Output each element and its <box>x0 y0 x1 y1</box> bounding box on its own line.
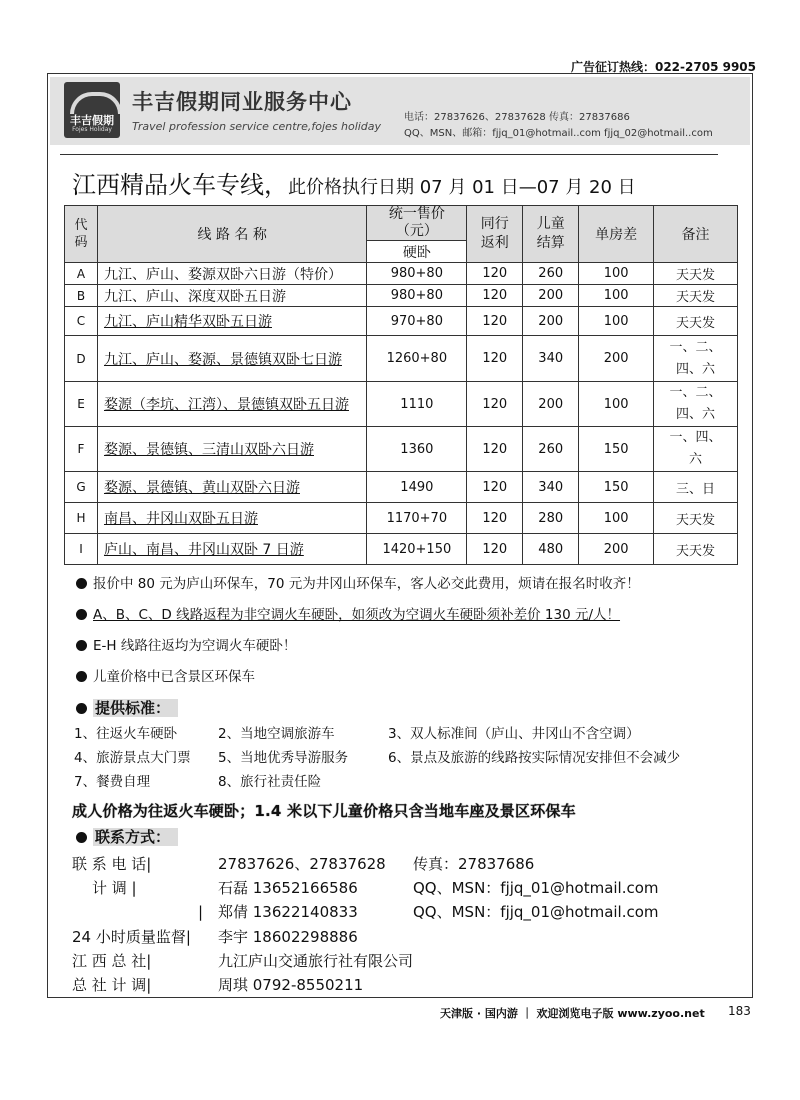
cell-code: C <box>65 307 98 336</box>
planner-label: 计 调 | <box>92 879 137 897</box>
cell-child: 260 <box>523 427 579 472</box>
banner-contact-email: QQ、MSN、邮箱：fjjq_01@hotmail..com fjjq_02@hotmail..com <box>404 128 713 139</box>
bullet-icon <box>76 832 87 843</box>
standard-item: 8、旅行社责任险 <box>218 774 322 790</box>
cell-single: 100 <box>579 285 654 307</box>
table-row <box>65 427 738 472</box>
note-text: 报价中 80 元为庐山环保车，70 元为井冈山环保车，客人必交此费用，烦请在报名时收齐！ <box>93 576 640 592</box>
note-text: E-H 线路往返均为空调火车硬卧！ <box>93 638 297 654</box>
planner2-value: 郑倩 13622140833 <box>218 903 358 921</box>
table-row <box>65 382 738 427</box>
cell-note: 天天发 <box>654 263 738 285</box>
cell-route: 九江、庐山、深度双卧五日游 <box>97 285 366 307</box>
standard-item: 1、往返火车硬卧 <box>74 726 178 742</box>
note-item <box>76 632 736 663</box>
page-number: 183 <box>728 1004 751 1018</box>
standards-row <box>74 746 734 770</box>
header-note: 备注 <box>654 206 738 263</box>
cell-price: 1490 <box>367 472 467 503</box>
section-heading-standards <box>76 694 736 725</box>
header-code: 代码 <box>65 206 98 263</box>
cell-route: 南昌、井冈山双卧五日游 <box>97 503 366 534</box>
banner-contact-phone: 电话：27837626、27837628 传真：27837686 <box>404 112 630 123</box>
cell-single: 100 <box>579 263 654 285</box>
cell-code: E <box>65 382 98 427</box>
hq-value: 九江庐山交通旅行社有限公司 <box>218 952 414 970</box>
table-row <box>65 534 738 565</box>
title-main: 江西精品火车专线， <box>72 171 288 199</box>
cell-code: G <box>65 472 98 503</box>
cell-child: 200 <box>523 382 579 427</box>
cell-price: 1260+80 <box>367 336 467 382</box>
contact-heading-text: 联系方式： <box>93 828 178 846</box>
cell-route: 婺源（李坑、江湾）、景德镇双卧五日游 <box>97 382 366 427</box>
cell-child: 200 <box>523 285 579 307</box>
cell-route: 九江、庐山、婺源、景德镇双卧七日游 <box>97 336 366 382</box>
cell-price: 980+80 <box>367 285 467 307</box>
table-row <box>65 285 738 307</box>
cell-rebate: 120 <box>467 503 523 534</box>
bullet-icon <box>76 640 87 651</box>
header-rebate: 同行返利 <box>467 206 523 263</box>
table-row <box>65 263 738 285</box>
cell-child: 280 <box>523 503 579 534</box>
footer-text: 天津版 · 国内游 ｜ 欢迎浏览电子版 www.zyoo.net <box>440 1007 705 1020</box>
standard-item: 6、景点及旅游的线路按实际情况安排但不会减少 <box>388 750 681 766</box>
hq-planner-label: 总 社 计 调| <box>72 976 152 994</box>
logo-swoosh-icon <box>70 92 120 114</box>
cell-rebate: 120 <box>467 382 523 427</box>
cell-single: 100 <box>579 503 654 534</box>
cell-note: 天天发 <box>654 307 738 336</box>
planner2-separator: | <box>198 903 204 921</box>
cell-note: 一、二、四、六 <box>654 336 738 382</box>
note-text: 儿童价格中已含景区环保车 <box>93 669 255 685</box>
cell-code: F <box>65 427 98 472</box>
cell-price: 1420+150 <box>367 534 467 565</box>
quality-value: 李宇 18602298886 <box>218 928 358 946</box>
cell-price: 970+80 <box>367 307 467 336</box>
fax-value: 传真：27837686 <box>413 855 535 873</box>
cell-child: 340 <box>523 472 579 503</box>
cell-rebate: 120 <box>467 472 523 503</box>
bullet-icon <box>76 703 87 714</box>
cell-rebate: 120 <box>467 285 523 307</box>
cell-rebate: 120 <box>467 336 523 382</box>
cell-code: D <box>65 336 98 382</box>
cell-note: 天天发 <box>654 285 738 307</box>
cell-child: 200 <box>523 307 579 336</box>
notes-list <box>76 570 736 725</box>
hq-planner-value: 周琪 0792-8550211 <box>218 976 364 994</box>
cell-rebate: 120 <box>467 427 523 472</box>
cell-code: B <box>65 285 98 307</box>
price-notice: 成人价格为往返火车硬卧；1.4 米以下儿童价格只含当地车座及景区环保车 <box>72 802 576 820</box>
bullet-icon <box>76 609 87 620</box>
cell-code: I <box>65 534 98 565</box>
cell-single: 100 <box>579 307 654 336</box>
note-item <box>76 601 736 632</box>
planner1-qq: QQ、MSN：fjjq_01@hotmail.com <box>413 879 659 897</box>
header-price-sub: 硬卧 <box>367 241 467 263</box>
cell-rebate: 120 <box>467 534 523 565</box>
cell-single: 150 <box>579 427 654 472</box>
cell-route: 九江、庐山、婺源双卧六日游（特价） <box>97 263 366 285</box>
divider <box>60 154 718 155</box>
cell-route: 九江、庐山精华双卧五日游 <box>97 307 366 336</box>
logo-text-en: Fojes Holiday <box>72 126 112 133</box>
cell-child: 340 <box>523 336 579 382</box>
header-single: 单房差 <box>579 206 654 263</box>
header-child: 儿童结算 <box>523 206 579 263</box>
cell-route: 婺源、景德镇、黄山双卧六日游 <box>97 472 366 503</box>
cell-note: 天天发 <box>654 503 738 534</box>
bullet-icon <box>76 671 87 682</box>
phone-label: 联 系 电 话| <box>72 855 152 873</box>
title-validity: 此价格执行日期 07 月 01 日—07 月 20 日 <box>288 177 636 198</box>
planner2-qq: QQ、MSN：fjjq_01@hotmail.com <box>413 903 659 921</box>
note-text: A、B、C、D 线路返程为非空调火车硬卧，如须改为空调火车硬卧须补差价 130 元/人！ <box>93 607 621 623</box>
cell-route: 婺源、景德镇、三清山双卧六日游 <box>97 427 366 472</box>
cell-child: 260 <box>523 263 579 285</box>
standards-row <box>74 770 734 794</box>
cell-single: 100 <box>579 382 654 427</box>
brand-name-en: Travel profession service centre,fojes holiday <box>132 120 382 133</box>
standards-heading: 提供标准： <box>93 699 178 717</box>
cell-child: 480 <box>523 534 579 565</box>
table-row <box>65 336 738 382</box>
standards-row <box>74 722 734 746</box>
fojes-logo <box>64 82 120 138</box>
cell-rebate: 120 <box>467 263 523 285</box>
cell-code: A <box>65 263 98 285</box>
phone-value: 27837626、27837628 <box>218 855 386 873</box>
bullet-icon <box>76 578 87 589</box>
table-row <box>65 472 738 503</box>
quality-label: 24 小时质量监督| <box>72 928 191 946</box>
table-row <box>65 503 738 534</box>
cell-route: 庐山、南昌、井冈山双卧 7 日游 <box>97 534 366 565</box>
planner1-value: 石磊 13652166586 <box>218 879 358 897</box>
standard-item: 3、双人标准间（庐山、井冈山不含空调） <box>388 726 640 742</box>
table-row <box>65 307 738 336</box>
cell-single: 200 <box>579 336 654 382</box>
cell-rebate: 120 <box>467 307 523 336</box>
header-price: 统一售价（元） <box>367 206 467 241</box>
standard-item: 4、旅游景点大门票 <box>74 750 191 766</box>
ad-hotline: 广告征订热线：022-2705 9905 <box>570 60 756 74</box>
cell-single: 200 <box>579 534 654 565</box>
cell-price: 1360 <box>367 427 467 472</box>
cell-price: 1110 <box>367 382 467 427</box>
standard-item: 5、当地优秀导游服务 <box>218 750 349 766</box>
contact-heading <box>76 826 178 847</box>
standard-item: 2、当地空调旅游车 <box>218 726 335 742</box>
page-title <box>72 165 636 200</box>
cell-note: 天天发 <box>654 534 738 565</box>
cell-note: 一、二、四、六 <box>654 382 738 427</box>
note-item <box>76 663 736 694</box>
cell-code: H <box>65 503 98 534</box>
brand-name-cn: 丰吉假期同业服务中心 <box>132 90 352 114</box>
standard-item: 7、餐费自理 <box>74 774 151 790</box>
hq-label: 江 西 总 社| <box>72 952 152 970</box>
price-table <box>64 205 738 565</box>
header-route: 线 路 名 称 <box>97 206 366 263</box>
cell-price: 1170+70 <box>367 503 467 534</box>
logo-text-cn: 丰吉假期 <box>70 114 114 127</box>
cell-note: 三、日 <box>654 472 738 503</box>
cell-price: 980+80 <box>367 263 467 285</box>
cell-single: 150 <box>579 472 654 503</box>
cell-note: 一、四、六 <box>654 427 738 472</box>
note-item <box>76 570 736 601</box>
standards-list <box>74 722 734 794</box>
